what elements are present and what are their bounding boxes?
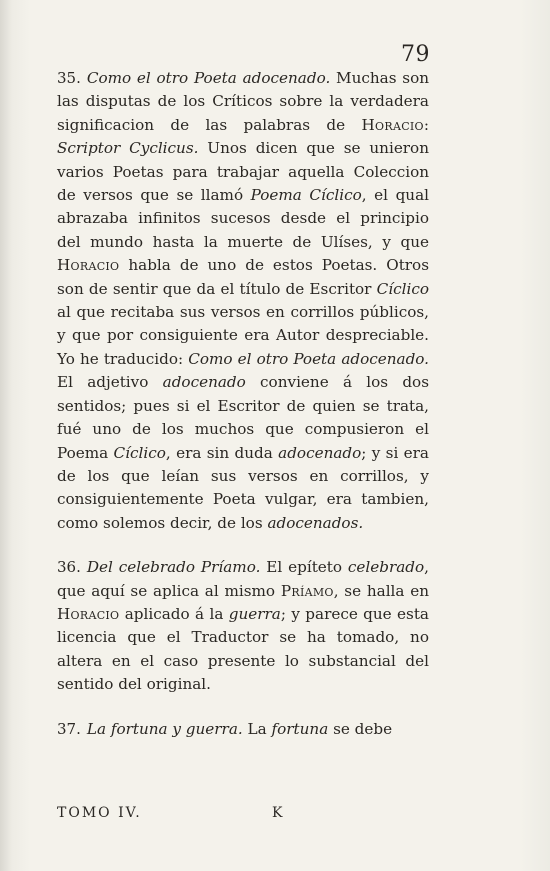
text-run: , era sin duda <box>165 443 279 462</box>
italic-text: Del celebrado Príamo. <box>86 558 261 577</box>
text-run: , el qual abrazaba infinitos sucesos desde el principio del mundo hasta la muerte de Ulíses, y que <box>57 186 429 251</box>
paragraph-number: 36. <box>57 558 81 577</box>
text-run: al que recitaba sus versos en corrillos públicos, y que por consiguiente era Autor despreciable. Yo he traducido: <box>57 303 429 368</box>
italic-text: Poema Cíclico <box>250 186 362 205</box>
italic-text: Cíclico <box>113 443 166 462</box>
text-run: , que aquí se aplica al mismo <box>57 558 429 600</box>
small-caps-name: Príamo <box>280 581 334 600</box>
small-caps-name: Horacio <box>57 604 120 623</box>
note-paragraph-36 <box>57 556 429 696</box>
text-run: , se halla en <box>333 581 429 600</box>
text-run: Unos dicen que se unieron varios Poetas para trabajar aquella Coleccion de versos que se llamó <box>57 139 429 205</box>
text-run: La <box>242 719 272 738</box>
text-run: El adjetivo <box>57 373 163 392</box>
text-run: El epíteto <box>260 558 348 577</box>
text-run: aplicado á la <box>119 604 229 623</box>
italic-text: adocenado <box>162 373 246 392</box>
italic-text: Como el otro Poeta adocenado. <box>86 69 331 87</box>
note-paragraph-37 <box>57 718 429 741</box>
text-run: ; y si era de los que leían sus versos en corrillos, y consiguientemente Poeta vulgar, era tambien, como solemos decir, de los <box>57 443 429 532</box>
italic-text: guerra <box>228 604 281 623</box>
text-run: : <box>423 115 429 134</box>
italic-text: Cíclico <box>376 279 429 298</box>
text-run: ; y parece que esta licencia que el Traductor se ha tomado, no altera en el caso presente lo substancial del sentido del original. <box>57 604 429 694</box>
small-caps-name: Horacio <box>57 256 120 275</box>
text-run: se debe <box>328 719 393 738</box>
italic-text: celebrado <box>347 558 425 577</box>
paragraph-number: 35. <box>57 69 81 87</box>
text-run: habla de uno de estos Poetas. Otros son de sentir que da el título de Escritor <box>57 256 429 298</box>
page-number: 79 <box>401 42 430 67</box>
body-text <box>57 67 429 741</box>
text-run: conviene á los dos sentidos; pues si el Escritor de quien se trata, fué uno de los muchos que compusieron el Poema <box>57 373 429 462</box>
text-run: Muchas son las disputas de los Críticos sobre la verdadera significacion de las palabras de <box>57 69 430 134</box>
small-caps-name: Horacio <box>361 115 424 134</box>
italic-text: Scriptor Cyclicus. <box>57 139 199 158</box>
paragraph-number: 37. <box>57 719 81 738</box>
italic-text: Como el otro Poeta adocenado. <box>188 349 429 368</box>
volume-signature: TOMO IV. <box>57 805 142 821</box>
italic-text: fortuna <box>271 719 329 738</box>
italic-text: La fortuna y guerra. <box>86 719 243 738</box>
italic-text: adocenado <box>278 443 362 462</box>
signature-mark: K <box>272 805 285 821</box>
note-paragraph-35 <box>57 67 429 535</box>
italic-text: adocenados. <box>267 513 364 532</box>
